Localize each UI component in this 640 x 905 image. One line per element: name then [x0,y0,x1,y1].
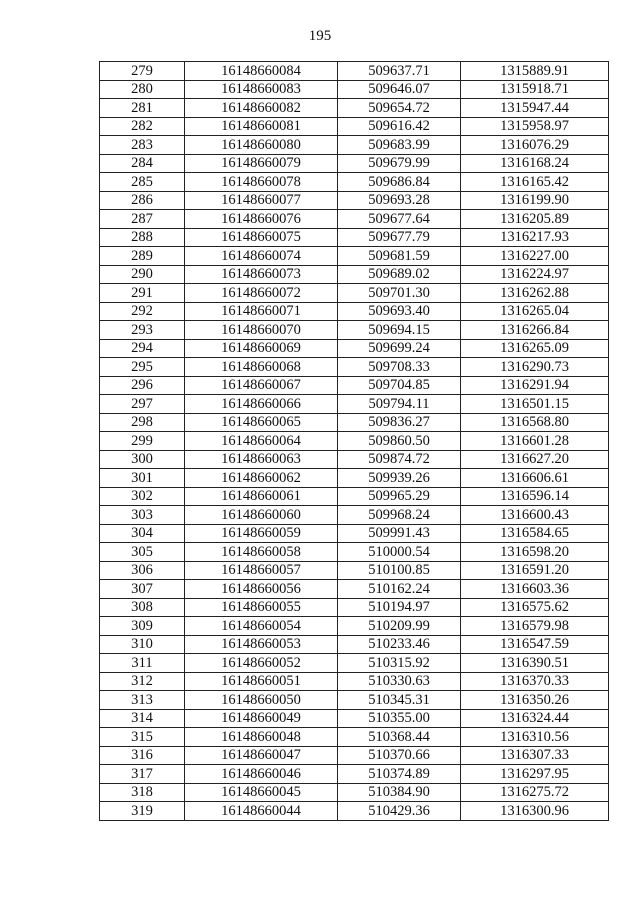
y-coordinate-cell: 1316275.72 [461,783,609,802]
point-id-cell: 16148660077 [185,191,338,210]
y-coordinate-cell: 1316390.51 [461,654,609,673]
x-coordinate-cell: 509794.11 [338,395,461,414]
table-row [100,302,609,321]
y-coordinate-cell: 1316324.44 [461,709,609,728]
table-row [100,210,609,229]
row-number-cell: 315 [100,728,185,747]
coordinates-table [99,61,609,821]
row-number-cell: 291 [100,284,185,303]
table-row [100,395,609,414]
point-id-cell: 16148660047 [185,746,338,765]
point-id-cell: 16148660046 [185,765,338,784]
row-number-cell: 302 [100,487,185,506]
coordinates-table-body [100,62,609,821]
row-number-cell: 299 [100,432,185,451]
x-coordinate-cell: 509701.30 [338,284,461,303]
y-coordinate-cell: 1316205.89 [461,210,609,229]
row-number-cell: 309 [100,617,185,636]
y-coordinate-cell: 1316575.62 [461,598,609,617]
point-id-cell: 16148660073 [185,265,338,284]
point-id-cell: 16148660082 [185,99,338,118]
point-id-cell: 16148660045 [185,783,338,802]
table-row [100,728,609,747]
row-number-cell: 317 [100,765,185,784]
point-id-cell: 16148660070 [185,321,338,340]
x-coordinate-cell: 509646.07 [338,80,461,99]
table-row [100,506,609,525]
table-row [100,561,609,580]
point-id-cell: 16148660057 [185,561,338,580]
point-id-cell: 16148660079 [185,154,338,173]
row-number-cell: 318 [100,783,185,802]
point-id-cell: 16148660064 [185,432,338,451]
table-row [100,543,609,562]
point-id-cell: 16148660068 [185,358,338,377]
point-id-cell: 16148660066 [185,395,338,414]
row-number-cell: 285 [100,173,185,192]
x-coordinate-cell: 509836.27 [338,413,461,432]
x-coordinate-cell: 509699.24 [338,339,461,358]
x-coordinate-cell: 510368.44 [338,728,461,747]
x-coordinate-cell: 510384.90 [338,783,461,802]
y-coordinate-cell: 1316297.95 [461,765,609,784]
x-coordinate-cell: 509637.71 [338,62,461,81]
table-row [100,580,609,599]
x-coordinate-cell: 509683.99 [338,136,461,155]
row-number-cell: 282 [100,117,185,136]
row-number-cell: 304 [100,524,185,543]
row-number-cell: 305 [100,543,185,562]
y-coordinate-cell: 1316601.28 [461,432,609,451]
x-coordinate-cell: 509693.28 [338,191,461,210]
y-coordinate-cell: 1316600.43 [461,506,609,525]
row-number-cell: 292 [100,302,185,321]
point-id-cell: 16148660081 [185,117,338,136]
x-coordinate-cell: 510345.31 [338,691,461,710]
x-coordinate-cell: 509860.50 [338,432,461,451]
x-coordinate-cell: 509681.59 [338,247,461,266]
point-id-cell: 16148660080 [185,136,338,155]
row-number-cell: 297 [100,395,185,414]
point-id-cell: 16148660055 [185,598,338,617]
y-coordinate-cell: 1316217.93 [461,228,609,247]
row-number-cell: 287 [100,210,185,229]
y-coordinate-cell: 1316227.00 [461,247,609,266]
point-id-cell: 16148660076 [185,210,338,229]
x-coordinate-cell: 510370.66 [338,746,461,765]
table-row [100,339,609,358]
x-coordinate-cell: 510209.99 [338,617,461,636]
row-number-cell: 294 [100,339,185,358]
point-id-cell: 16148660062 [185,469,338,488]
y-coordinate-cell: 1316596.14 [461,487,609,506]
y-coordinate-cell: 1316603.36 [461,580,609,599]
y-coordinate-cell: 1316627.20 [461,450,609,469]
row-number-cell: 316 [100,746,185,765]
x-coordinate-cell: 509965.29 [338,487,461,506]
y-coordinate-cell: 1315889.91 [461,62,609,81]
table-row [100,247,609,266]
table-row [100,154,609,173]
table-row [100,672,609,691]
point-id-cell: 16148660060 [185,506,338,525]
table-row [100,358,609,377]
row-number-cell: 298 [100,413,185,432]
table-row [100,635,609,654]
point-id-cell: 16148660058 [185,543,338,562]
table-row [100,450,609,469]
y-coordinate-cell: 1316591.20 [461,561,609,580]
table-row [100,173,609,192]
y-coordinate-cell: 1316547.59 [461,635,609,654]
x-coordinate-cell: 509704.85 [338,376,461,395]
row-number-cell: 310 [100,635,185,654]
row-number-cell: 290 [100,265,185,284]
y-coordinate-cell: 1316579.98 [461,617,609,636]
point-id-cell: 16148660052 [185,654,338,673]
x-coordinate-cell: 509686.84 [338,173,461,192]
x-coordinate-cell: 509708.33 [338,358,461,377]
y-coordinate-cell: 1316262.88 [461,284,609,303]
table-row [100,765,609,784]
x-coordinate-cell: 509654.72 [338,99,461,118]
point-id-cell: 16148660051 [185,672,338,691]
table-row [100,265,609,284]
table-row [100,709,609,728]
y-coordinate-cell: 1316310.56 [461,728,609,747]
point-id-cell: 16148660084 [185,62,338,81]
table-row [100,654,609,673]
point-id-cell: 16148660067 [185,376,338,395]
x-coordinate-cell: 510100.85 [338,561,461,580]
y-coordinate-cell: 1316370.33 [461,672,609,691]
y-coordinate-cell: 1316300.96 [461,802,609,821]
x-coordinate-cell: 510000.54 [338,543,461,562]
y-coordinate-cell: 1316168.24 [461,154,609,173]
point-id-cell: 16148660078 [185,173,338,192]
x-coordinate-cell: 509939.26 [338,469,461,488]
row-number-cell: 307 [100,580,185,599]
point-id-cell: 16148660065 [185,413,338,432]
row-number-cell: 279 [100,62,185,81]
table-row [100,524,609,543]
x-coordinate-cell: 510233.46 [338,635,461,654]
x-coordinate-cell: 509874.72 [338,450,461,469]
point-id-cell: 16148660074 [185,247,338,266]
y-coordinate-cell: 1316501.15 [461,395,609,414]
table-row [100,80,609,99]
point-id-cell: 16148660061 [185,487,338,506]
table-row [100,432,609,451]
y-coordinate-cell: 1316291.94 [461,376,609,395]
point-id-cell: 16148660048 [185,728,338,747]
y-coordinate-cell: 1316165.42 [461,173,609,192]
row-number-cell: 301 [100,469,185,488]
table-row [100,136,609,155]
table-row [100,284,609,303]
point-id-cell: 16148660069 [185,339,338,358]
point-id-cell: 16148660072 [185,284,338,303]
point-id-cell: 16148660044 [185,802,338,821]
table-row [100,469,609,488]
row-number-cell: 286 [100,191,185,210]
x-coordinate-cell: 509694.15 [338,321,461,340]
row-number-cell: 281 [100,99,185,118]
point-id-cell: 16148660063 [185,450,338,469]
x-coordinate-cell: 509991.43 [338,524,461,543]
row-number-cell: 311 [100,654,185,673]
x-coordinate-cell: 510355.00 [338,709,461,728]
row-number-cell: 288 [100,228,185,247]
x-coordinate-cell: 509616.42 [338,117,461,136]
x-coordinate-cell: 510374.89 [338,765,461,784]
table-row [100,413,609,432]
x-coordinate-cell: 509689.02 [338,265,461,284]
point-id-cell: 16148660054 [185,617,338,636]
y-coordinate-cell: 1316224.97 [461,265,609,284]
x-coordinate-cell: 509679.99 [338,154,461,173]
point-id-cell: 16148660059 [185,524,338,543]
table-row [100,99,609,118]
x-coordinate-cell: 509693.40 [338,302,461,321]
x-coordinate-cell: 510330.63 [338,672,461,691]
table-row [100,62,609,81]
x-coordinate-cell: 510315.92 [338,654,461,673]
row-number-cell: 306 [100,561,185,580]
point-id-cell: 16148660056 [185,580,338,599]
x-coordinate-cell: 509677.64 [338,210,461,229]
x-coordinate-cell: 510194.97 [338,598,461,617]
row-number-cell: 313 [100,691,185,710]
y-coordinate-cell: 1316265.04 [461,302,609,321]
table-row [100,691,609,710]
table-row [100,487,609,506]
row-number-cell: 284 [100,154,185,173]
y-coordinate-cell: 1316598.20 [461,543,609,562]
y-coordinate-cell: 1316307.33 [461,746,609,765]
row-number-cell: 289 [100,247,185,266]
point-id-cell: 16148660075 [185,228,338,247]
x-coordinate-cell: 509677.79 [338,228,461,247]
row-number-cell: 308 [100,598,185,617]
table-row [100,802,609,821]
table-row [100,228,609,247]
x-coordinate-cell: 510162.24 [338,580,461,599]
table-row [100,746,609,765]
table-row [100,783,609,802]
y-coordinate-cell: 1316265.09 [461,339,609,358]
row-number-cell: 296 [100,376,185,395]
x-coordinate-cell: 510429.36 [338,802,461,821]
point-id-cell: 16148660053 [185,635,338,654]
y-coordinate-cell: 1315918.71 [461,80,609,99]
row-number-cell: 303 [100,506,185,525]
y-coordinate-cell: 1316076.29 [461,136,609,155]
point-id-cell: 16148660083 [185,80,338,99]
y-coordinate-cell: 1316584.65 [461,524,609,543]
y-coordinate-cell: 1316199.90 [461,191,609,210]
y-coordinate-cell: 1316290.73 [461,358,609,377]
y-coordinate-cell: 1316606.61 [461,469,609,488]
page-number: 195 [308,28,332,44]
table-row [100,598,609,617]
row-number-cell: 280 [100,80,185,99]
y-coordinate-cell: 1316568.80 [461,413,609,432]
row-number-cell: 295 [100,358,185,377]
table-row [100,117,609,136]
row-number-cell: 300 [100,450,185,469]
row-number-cell: 293 [100,321,185,340]
row-number-cell: 319 [100,802,185,821]
table-row [100,617,609,636]
table-row [100,191,609,210]
table-row [100,321,609,340]
row-number-cell: 314 [100,709,185,728]
x-coordinate-cell: 509968.24 [338,506,461,525]
point-id-cell: 16148660050 [185,691,338,710]
y-coordinate-cell: 1315958.97 [461,117,609,136]
y-coordinate-cell: 1316266.84 [461,321,609,340]
row-number-cell: 312 [100,672,185,691]
y-coordinate-cell: 1316350.26 [461,691,609,710]
row-number-cell: 283 [100,136,185,155]
y-coordinate-cell: 1315947.44 [461,99,609,118]
table-row [100,376,609,395]
point-id-cell: 16148660049 [185,709,338,728]
point-id-cell: 16148660071 [185,302,338,321]
